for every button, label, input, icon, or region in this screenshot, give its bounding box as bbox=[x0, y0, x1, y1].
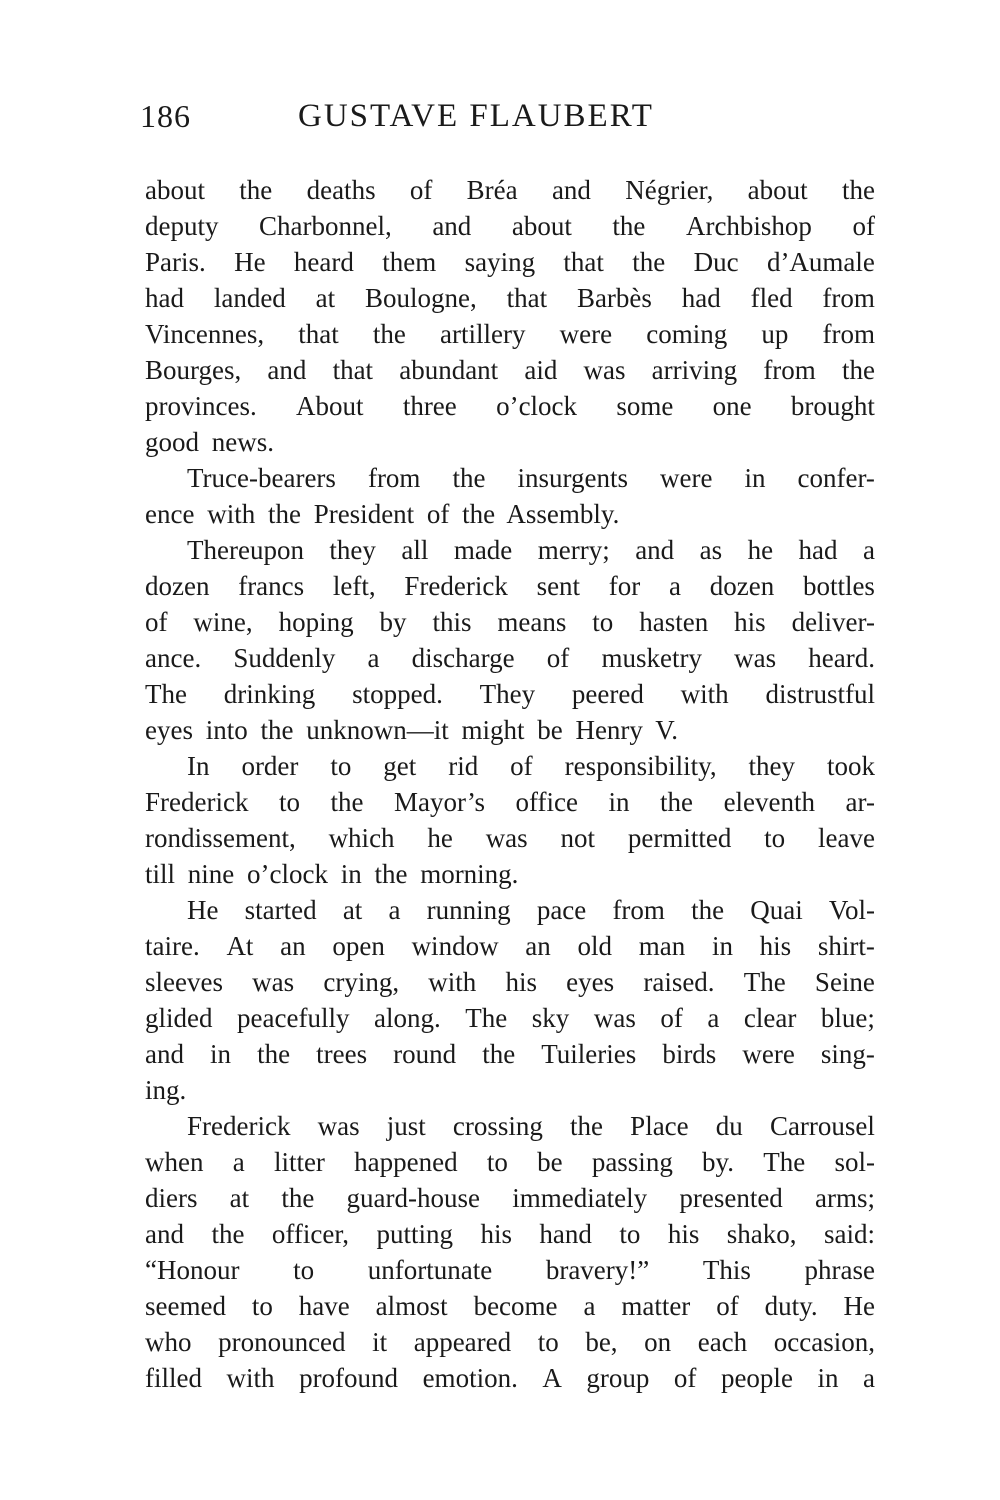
text-line: when a litter happened to be passing by. The sol- bbox=[145, 1147, 875, 1177]
text-line: eyes into the unknown—it might be Henry V. bbox=[145, 715, 678, 745]
text-line: glided peacefully along. The sky was of a clear blue; bbox=[145, 1003, 875, 1033]
text-line: about the deaths of Bréa and Négrier, about the bbox=[145, 175, 875, 205]
text-line: dozen francs left, Frederick sent for a dozen bottles bbox=[145, 571, 875, 601]
page-number: 186 bbox=[140, 98, 191, 134]
running-title: GUSTAVE FLAUBERT bbox=[298, 98, 654, 134]
text-line: good news. bbox=[145, 427, 274, 457]
text-line: ing. bbox=[145, 1075, 187, 1105]
body-text bbox=[145, 172, 875, 1396]
text-line: seemed to have almost become a matter of duty. He bbox=[145, 1291, 875, 1321]
text-line: In order to get rid of responsibility, they took bbox=[187, 751, 875, 781]
text-line: Vincennes, that the artillery were coming up from bbox=[145, 319, 875, 349]
text-line: deputy Charbonnel, and about the Archbishop of bbox=[145, 211, 875, 241]
text-line: Truce-bearers from the insurgents were in confer- bbox=[187, 463, 875, 493]
text-line: of wine, hoping by this means to hasten his deliver- bbox=[145, 607, 875, 637]
text-line: diers at the guard-house immediately presented arms; bbox=[145, 1183, 875, 1213]
text-line: sleeves was crying, with his eyes raised. The Seine bbox=[145, 967, 875, 997]
text-line: and the officer, putting his hand to his shako, said: bbox=[145, 1219, 875, 1249]
text-line: Thereupon they all made merry; and as he had a bbox=[187, 535, 875, 565]
text-line: Frederick was just crossing the Place du Carrousel bbox=[187, 1111, 875, 1141]
text-line: ence with the President of the Assembly. bbox=[145, 499, 620, 529]
text-line: and in the trees round the Tuileries birds were sing- bbox=[145, 1039, 875, 1069]
text-line: “Honour to unfortunate bravery!” This phrase bbox=[145, 1255, 875, 1285]
text-line: taire. At an open window an old man in his shirt- bbox=[145, 931, 875, 961]
text-line: Paris. He heard them saying that the Duc d’Aumale bbox=[145, 247, 875, 277]
text-line: Bourges, and that abundant aid was arriving from the bbox=[145, 355, 875, 385]
text-line: filled with profound emotion. A group of people in a bbox=[145, 1363, 875, 1393]
text-line: till nine o’clock in the morning. bbox=[145, 859, 519, 889]
text-line: The drinking stopped. They peered with distrustful bbox=[145, 679, 875, 709]
text-line: rondissement, which he was not permitted to leave bbox=[145, 823, 875, 853]
text-line: He started at a running pace from the Quai Vol- bbox=[187, 895, 875, 925]
text-line: ance. Suddenly a discharge of musketry was heard. bbox=[145, 643, 875, 673]
text-line: had landed at Boulogne, that Barbès had fled from bbox=[145, 283, 875, 313]
running-head bbox=[140, 98, 880, 148]
text-line: provinces. About three o’clock some one brought bbox=[145, 391, 875, 421]
text-line: who pronounced it appeared to be, on each occasion, bbox=[145, 1327, 875, 1357]
text-line: Frederick to the Mayor’s office in the eleventh ar- bbox=[145, 787, 875, 817]
